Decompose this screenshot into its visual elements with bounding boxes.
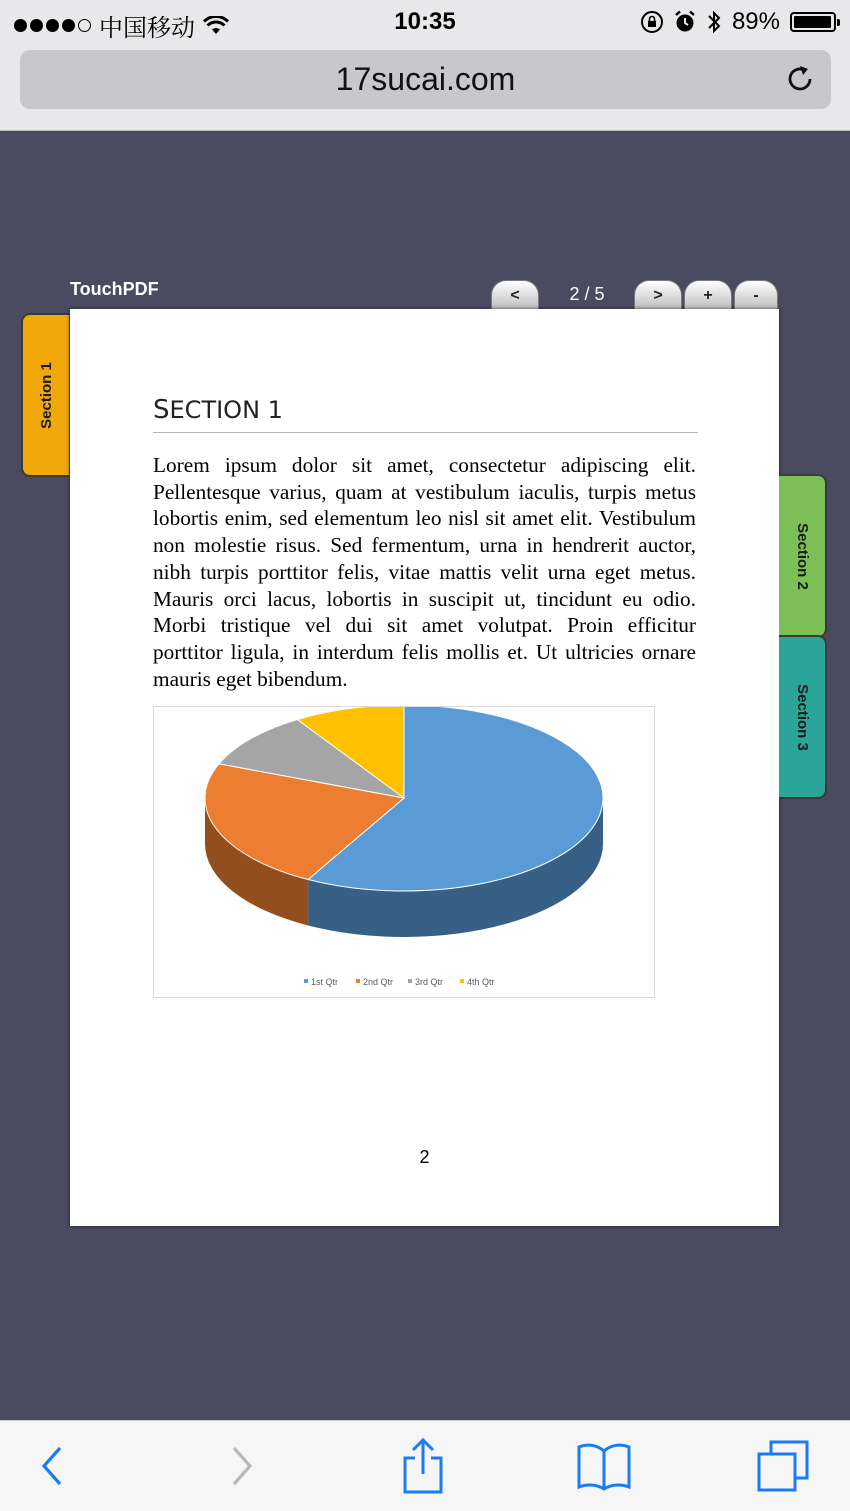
battery-icon: [790, 12, 836, 32]
bluetooth-icon: [706, 9, 722, 35]
legend-label: 1st Qtr: [311, 977, 339, 987]
prev-page-button[interactable]: <: [491, 280, 539, 310]
page-number: 2: [419, 1147, 430, 1167]
zoom-in-button[interactable]: +: [684, 280, 732, 310]
back-chevron-icon: [38, 1444, 68, 1488]
section-heading: [153, 395, 698, 433]
next-page-button[interactable]: >: [634, 280, 682, 310]
alarm-icon: [674, 10, 696, 34]
tab-section-3[interactable]: [779, 635, 827, 799]
status-time: 10:35: [394, 8, 456, 35]
legend-swatch: [408, 979, 412, 983]
reload-icon[interactable]: [783, 62, 817, 96]
share-icon: [401, 1436, 445, 1496]
body-text: Lorem ipsum dolor sit amet, consectetur adipiscing elit. Pellentesque varius, quam at vestibulum iaculis, turpis metus lobortis enim, sed elementum leo nisl sit amet elit. Vestibulum non molestie risus. Sed fermentum, urna in hendrerit auctor, nibh turpis porttitor felis, vitae mattis velit urna eget metus. Mauris orci lacus, lobortis in suscipit ut, tincidunt eu odio. Morbi tristique vel dui sit amet volutpat. Proin efficitur porttitor ligula, in interdum felis mollis et. Ut ultricies ornare mauris eget bibendum.: [153, 453, 696, 691]
bookmarks-icon: [576, 1441, 632, 1491]
tab-section-2[interactable]: [779, 474, 827, 638]
viewer-title: TouchPDF: [70, 279, 159, 299]
tab-label: Section 2: [793, 522, 811, 590]
zoom-out-button[interactable]: -: [734, 280, 778, 310]
tab-section-1[interactable]: [21, 313, 69, 477]
rotation-lock-icon: [640, 10, 664, 34]
pie-chart-svg: [154, 707, 654, 997]
share-button[interactable]: [390, 1433, 456, 1499]
tabs-button[interactable]: [750, 1433, 816, 1499]
legend-swatch: [460, 979, 464, 983]
legend-label: 3rd Qtr: [415, 977, 444, 987]
legend-label: 2nd Qtr: [363, 977, 394, 987]
status-right: [640, 8, 836, 36]
wifi-icon: [203, 16, 229, 36]
address-bar[interactable]: [20, 50, 831, 109]
tabs-icon: [755, 1438, 811, 1494]
bookmarks-button[interactable]: [571, 1433, 637, 1499]
tab-label: Section 1: [37, 361, 55, 429]
heading-rest: ECTION 1: [169, 396, 283, 424]
pie-chart: [153, 706, 655, 998]
back-button[interactable]: [20, 1433, 86, 1499]
page-indicator: 2 / 5: [569, 284, 605, 304]
browser-toolbar: [0, 1420, 850, 1511]
legend-label: 4th Qtr: [467, 977, 495, 987]
url-text[interactable]: 17sucai.com: [335, 61, 516, 97]
status-left: [14, 8, 229, 43]
forward-button[interactable]: [208, 1433, 274, 1499]
signal-strength-icon: [14, 19, 91, 32]
legend-swatch: [356, 979, 360, 983]
legend-swatch: [304, 979, 308, 983]
pdf-page: [70, 309, 779, 1226]
forward-chevron-icon: [226, 1444, 256, 1488]
browser-top-bar: [0, 0, 850, 131]
carrier-name: 中国移动: [99, 15, 195, 42]
heading-initial: S: [153, 395, 170, 425]
status-bar: [0, 0, 850, 44]
battery-percent: 89%: [731, 8, 780, 35]
tab-label: Section 3: [793, 683, 811, 751]
